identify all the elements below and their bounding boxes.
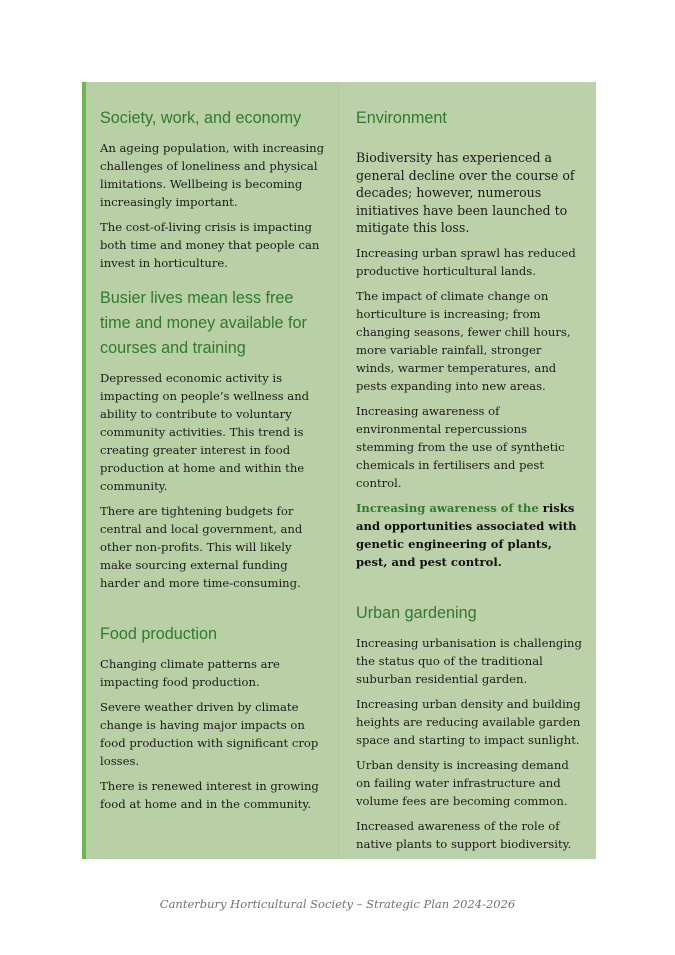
urban-paragraph-3: Urban density is increasing demand on failing water infrastructure and volume fees are becoming common.	[356, 757, 569, 808]
society-heading: Society, work, and economy	[100, 109, 302, 127]
environment-paragraph-2: Increasing urban sprawl has reduced productive horticultural lands.	[356, 245, 576, 278]
page-footer: Canterbury Horticultural Society – Strategic Plan 2024-2026	[159, 897, 516, 911]
right-column	[338, 82, 596, 859]
environment-section	[356, 106, 582, 571]
food-paragraph-3: There is renewed interest in growing food at home and in the community.	[100, 779, 319, 811]
urban-paragraph-2: Increasing urban density and building heights are reducing available garden space and starting to impact sunlight.	[356, 696, 581, 747]
environment-paragraph-1: Biodiversity has experienced a general decline over the course of decades; however, numerous initiatives have been launched to mitigate this loss.	[356, 150, 575, 235]
awareness-highlight: Increasing awareness of the	[356, 500, 543, 515]
genetic-engineering-text: risks and opportunities associated with genetic engineering of plants, pest, and pest control.	[356, 500, 577, 569]
food-heading: Food production	[100, 625, 217, 643]
environment-paragraph-4: Increasing awareness of environmental repercussions stemming from the use of synthetic chemicals in fertilisers and pest control.	[356, 403, 565, 490]
left-column	[86, 82, 338, 859]
food-paragraph-2: Severe weather driven by climate change is having major impacts on food production with significant crop losses.	[100, 700, 319, 768]
content-panel	[82, 82, 596, 859]
urban-paragraph-4: Increased awareness of the role of native plants to support biodiversity.	[356, 818, 572, 851]
environment-paragraph-5	[356, 499, 582, 571]
busier-paragraph-1: Depressed economic activity is impacting on people’s wellness and ability to contribute to voluntary community activities. This trend is creating greater interest in food production at home and within the community.	[100, 371, 310, 493]
urban-heading: Urban gardening	[356, 603, 477, 622]
environment-heading: Environment	[356, 109, 447, 127]
food-section	[100, 622, 326, 813]
environment-paragraph-3: The impact of climate change on horticulture is increasing; from changing seasons, fewer chill hours, more variable rainfall, stronger winds, warmer temperatures, and pests expanding into new areas.	[356, 288, 571, 393]
busier-section	[100, 286, 326, 592]
society-paragraph-2: The cost-of-living crisis is impacting both time and money that people can invest in horticulture.	[100, 220, 320, 270]
busier-paragraph-2: There are tightening budgets for central and local government, and other non-profits. This will likely make sourcing external funding harder and more time-consuming.	[100, 504, 303, 590]
society-paragraph-1: An ageing population, with increasing challenges of loneliness and physical limitations. Wellbeing is becoming increasingly important.	[100, 141, 325, 209]
busier-heading: Busier lives mean less free time and money available for courses and training	[100, 289, 307, 357]
society-section	[100, 106, 326, 272]
food-paragraph-1: Changing climate patterns are impacting food production.	[100, 657, 280, 689]
urban-paragraph-1: Increasing urbanisation is challenging the status quo of the traditional suburban residential garden.	[356, 635, 582, 686]
urban-section	[356, 601, 582, 853]
